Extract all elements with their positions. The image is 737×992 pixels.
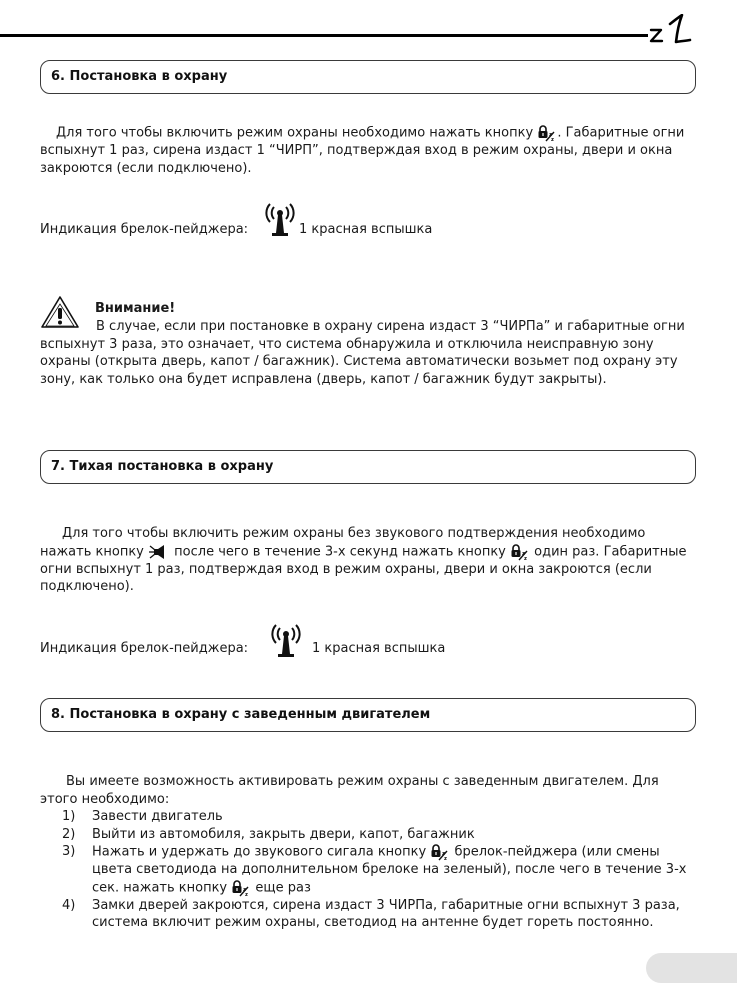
- svg-text:z: z: [551, 137, 555, 142]
- warning-title: Внимание!: [95, 301, 176, 316]
- lock-sleep-icon: [510, 543, 530, 561]
- section-6-header: [40, 60, 696, 94]
- indication-value: 1 красная вспышка: [299, 222, 433, 237]
- svg-text:z: z: [444, 856, 448, 861]
- section-8-header: [40, 698, 696, 732]
- header-rule: [0, 34, 648, 37]
- svg-text:z: z: [442, 851, 446, 857]
- list-item: 2) Выйти из автомобиля, закрыть двери, капот, багажник: [62, 826, 475, 842]
- svg-text:z: z: [524, 555, 527, 561]
- section-8-title: 8. Постановка в охрану с заведенным двигателем: [51, 707, 431, 722]
- section-7-header: [40, 450, 696, 484]
- svg-text:z: z: [549, 132, 553, 138]
- list-item: 3) Нажать и удержать до звукового сигала кнопку z z брелок-пейджера (или смены цвета светодиода на дополнительном брелоке на зеленый), после чего в течение 3-х сек. нажать кнопку z z еще раз: [62, 844, 687, 897]
- lock-sleep-icon: [537, 124, 557, 142]
- svg-text:z: z: [522, 550, 525, 557]
- section-7-title: 7. Тихая постановка в охрану: [51, 459, 274, 474]
- section-6-paragraph: Для того чтобы включить режим охраны необходимо нажать кнопку z z . Габаритные огни вспыхнут 1 раз, сирена издаст 1 “ЧИРП”, подтверждая вход в режим охраны, двери и окна закроются (если подключено).: [40, 125, 685, 176]
- section-8-steps: [40, 808, 700, 932]
- antenna-signal-icon: [269, 624, 303, 658]
- section-7-paragraph: Для того чтобы включить режим охраны без звукового подтверждения необходимо нажать кнопку после чего в течение 3-х секунд нажать кнопку z z один раз. Габаритные огни вспыхнут 1 раз, подтверждая вход в режим охраны, двери и окна закроются (если подключено).: [40, 526, 687, 594]
- antenna-signal-icon: [263, 203, 297, 237]
- indication-value: 1 красная вспышка: [312, 641, 446, 656]
- svg-text:z: z: [243, 886, 247, 893]
- section-8-intro: Вы имеете возможность активировать режим охраны с заведенным двигателем. Для этого необходимо:: [40, 774, 659, 807]
- page-number-tab: [646, 953, 737, 983]
- svg-text:z: z: [245, 891, 249, 897]
- indication-label: Индикация брелок-пейджера:: [40, 222, 249, 237]
- brand-logo-icon: [648, 14, 692, 44]
- lock-sleep-icon: [430, 843, 450, 861]
- list-item: 4) Замки дверей закроются, сирена издаст 3 ЧИРПа, габаритные огни вспыхнут 3 раза, система включит режим охраны, светодиод на антенне будет гореть постоянно.: [62, 897, 680, 930]
- section-6-title: 6. Постановка в охрану: [51, 69, 228, 84]
- section-7-indication: [40, 624, 640, 664]
- indication-label: Индикация брелок-пейджера:: [40, 641, 249, 656]
- list-item: 1) Завести двигатель: [62, 809, 223, 824]
- warning-text: В случае, если при постановке в охрану сирена издаст 3 “ЧИРПа” и габаритные огни вспыхнут 3 раза, это означает, что система обнаружила и отключила неисправную зону охраны (открыта дверь, капот / багажник). Система автоматически возьмет под охрану эту зону, как только она будет исправлена (дверь, капот / багажник будут закрыты).: [40, 319, 685, 387]
- section-6-indication: [40, 203, 640, 243]
- silent-speaker-icon: [148, 544, 170, 560]
- lock-sleep-icon: [231, 879, 251, 897]
